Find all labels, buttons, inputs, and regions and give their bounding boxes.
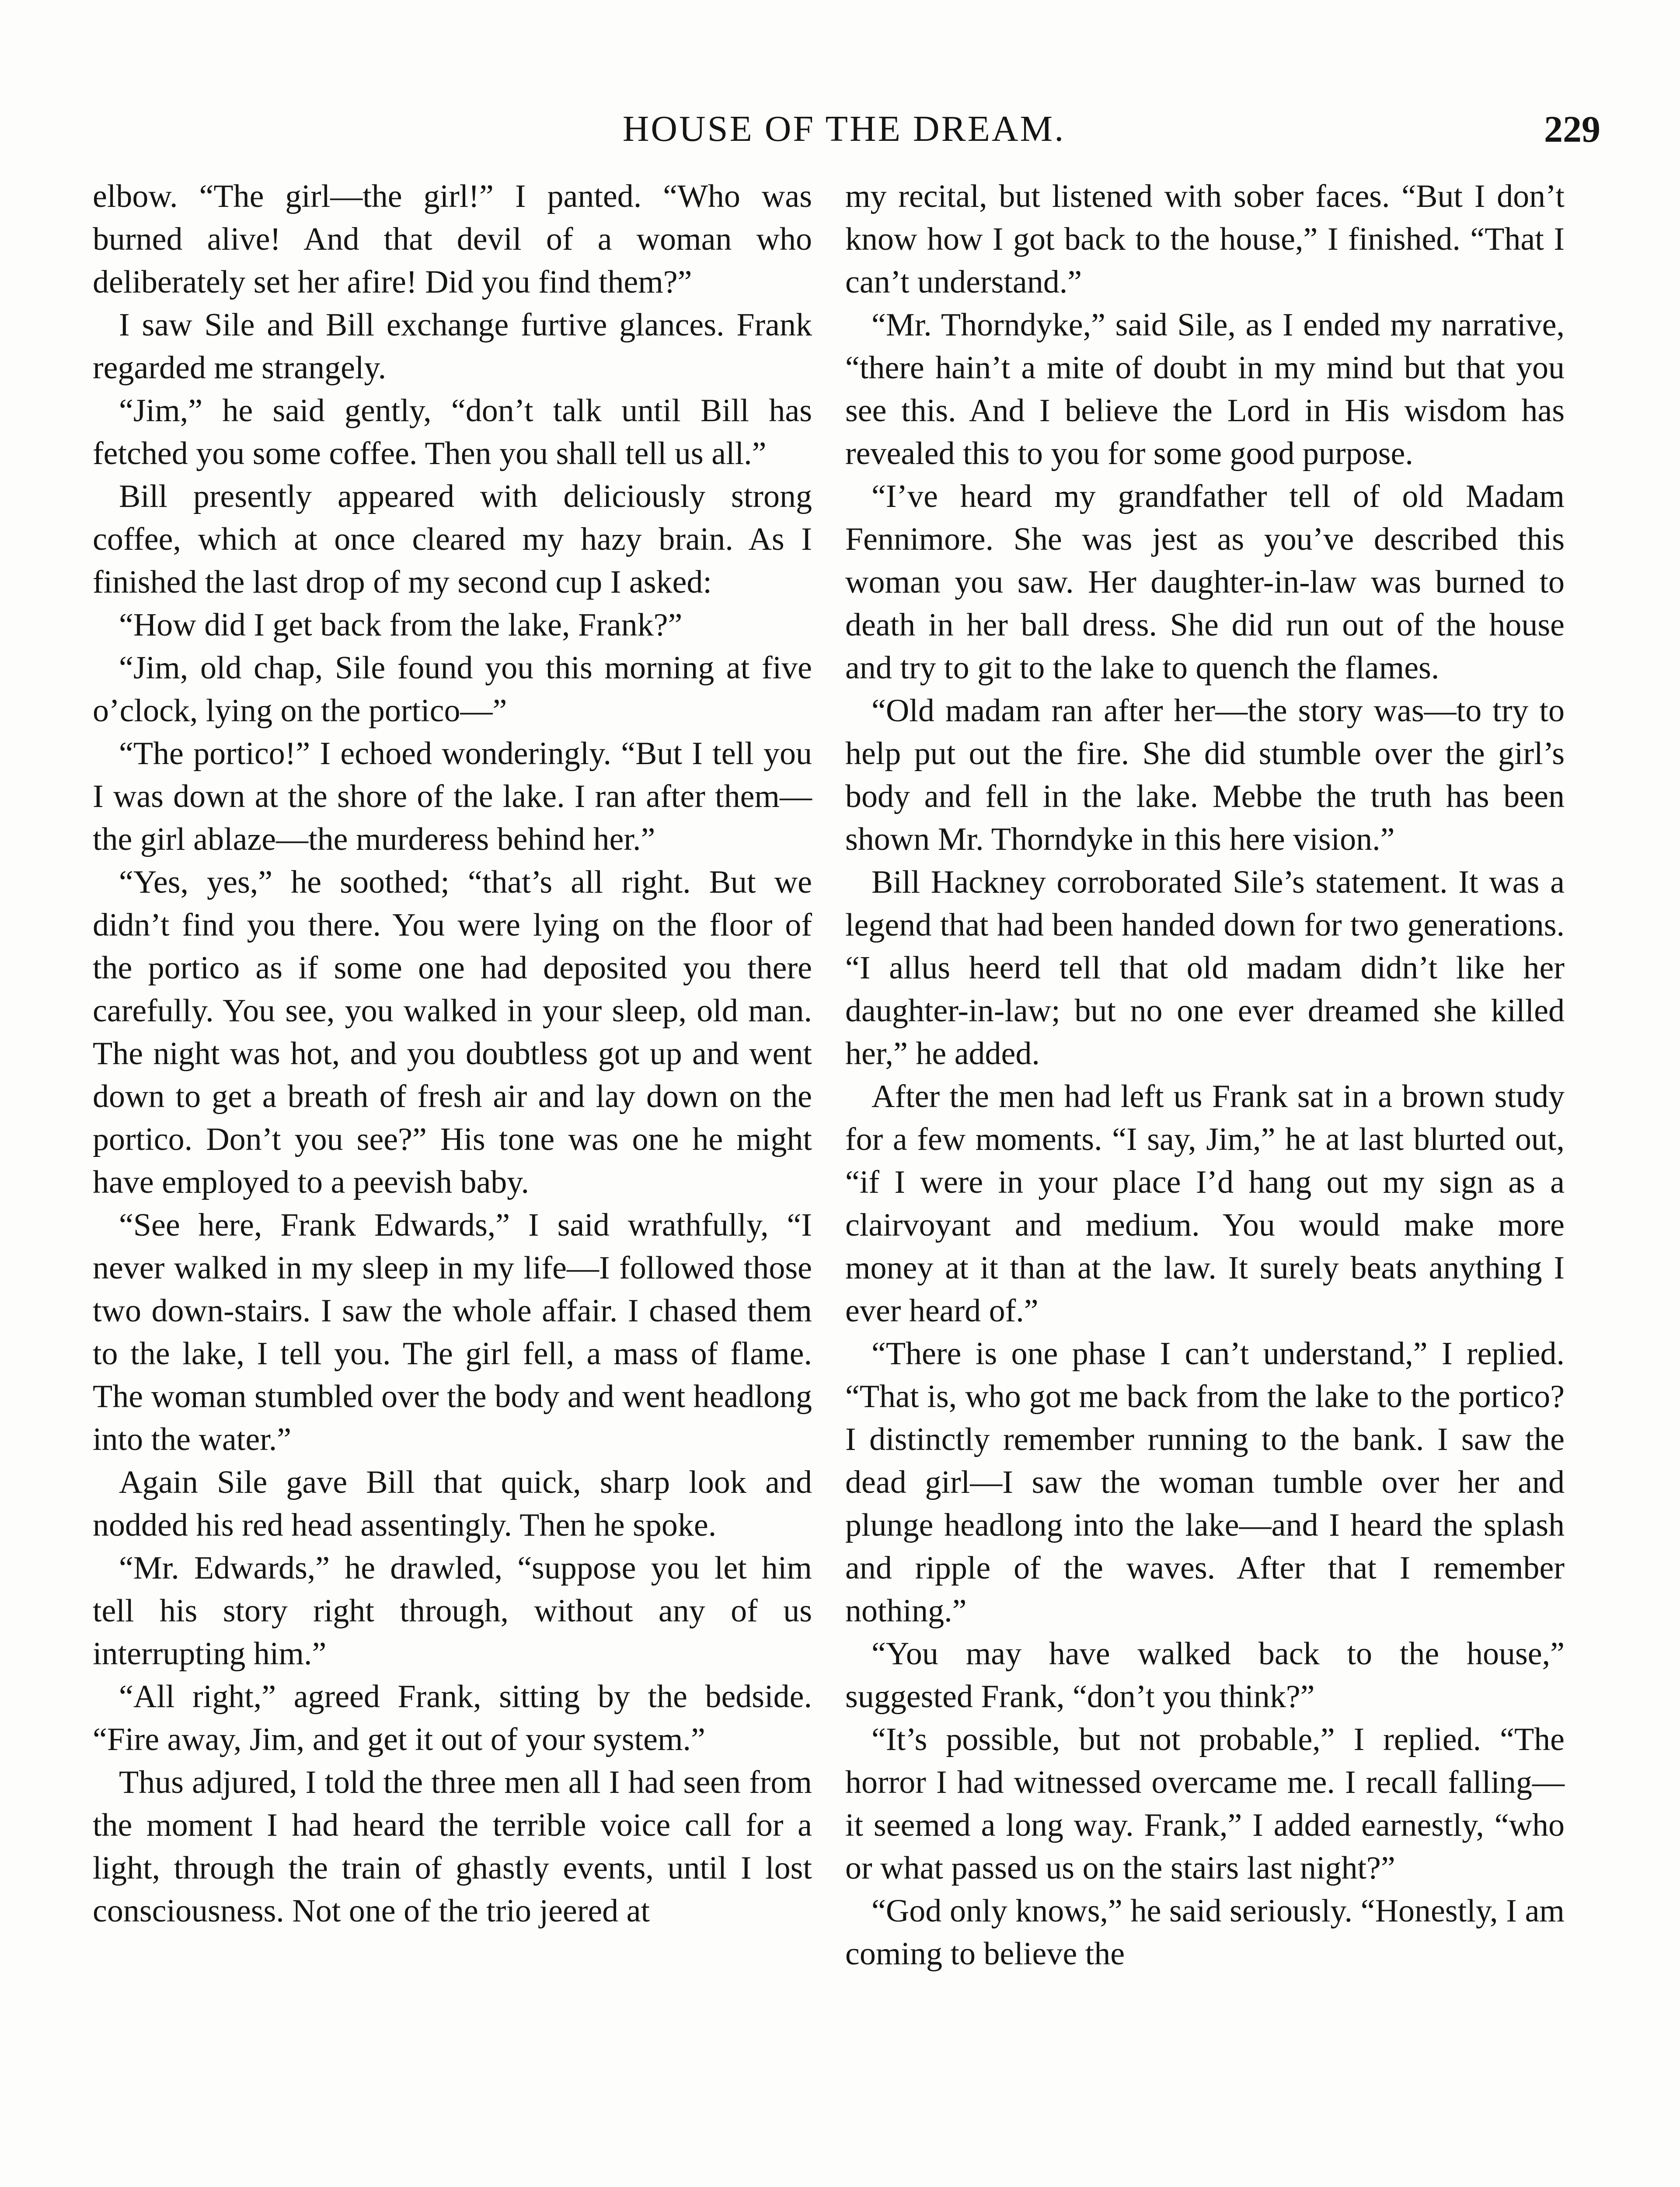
paragraph: “It’s possible, but not probable,” I replied. “The horror I had witnessed overcame me. I recall falling—it seemed a long way. Frank,” I added earnestly, “who or what passed us on the stairs last night?” [845, 1722, 1565, 1886]
running-head: HOUSE OF THE DREAM. [622, 108, 1066, 149]
paragraph: “God only knows,” he said seriously. “Honestly, I am coming to believe the [845, 1893, 1565, 1972]
paragraph: “How did I get back from the lake, Frank?” [119, 607, 683, 643]
paragraph: After the men had left us Frank sat in a brown study for a few moments. “I say, Jim,” he at last blurted out, “if I were in your place I’d hang out my sign as a clairvoyant and medium. You would make more money at it than at the law. It surely beats anything I ever heard of.” [845, 1079, 1565, 1329]
paragraph: “All right,” agreed Frank, sitting by the bedside. “Fire away, Jim, and get it out of your system.” [93, 1679, 812, 1757]
paragraph: Thus adjured, I told the three men all I had seen from the moment I had heard the terrible voice call for a light, through the train of ghastly events, until I lost consciousness. Not one of the trio jeered at [93, 1764, 812, 1929]
page-header [87, 103, 1600, 164]
paragraph: “I’ve heard my grandfather tell of old Madam Fennimore. She was jest as you’ve described this woman you saw. Her daughter-in-law was burned to death in her ball dress. She did run out of the house and try to git to the lake to quench the flames. [845, 479, 1565, 686]
paragraph: “Mr. Edwards,” he drawled, “suppose you let him tell his story right through, without any of us interrupting him.” [93, 1550, 812, 1672]
paragraph: “There is one phase I can’t understand,” I replied. “That is, who got me back from the lake to the portico? I distinctly remember running to the bank. I saw the dead girl—I saw the woman tumble over her and plunge headlong into the lake—and I heard the splash and ripple of the waves. After that I remember nothing.” [845, 1336, 1565, 1629]
paragraph: “Jim,” he said gently, “don’t talk until Bill has fetched you some coffee. Then you shall tell us all.” [93, 393, 812, 472]
page-number: 229 [1544, 108, 1600, 150]
paragraph: my recital, but listened with sober faces. “But I don’t know how I got back to the house,” I finished. “That I can’t understand.” [845, 178, 1565, 300]
paragraph: “The portico!” I echoed wonderingly. “But I tell you I was down at the shore of the lake. I ran after them—the girl ablaze—the murderess behind her.” [93, 736, 812, 857]
text-column-right [845, 175, 1565, 1975]
paragraph: elbow. “The girl—the girl!” I panted. “Who was burned alive! And that devil of a woman who deliberately set her afire! Did you find them?” [93, 178, 812, 300]
paragraph: Bill presently appeared with deliciously strong coffee, which at once cleared my hazy brain. As I finished the last drop of my second cup I asked: [93, 479, 812, 600]
paragraph: “See here, Frank Edwards,” I said wrathfully, “I never walked in my sleep in my life—I followed those two down-stairs. I saw the whole affair. I chased them to the lake, I tell you. The girl fell, a mass of flame. The woman stumbled over the body and went headlong into the water.” [93, 1207, 812, 1457]
paragraph: Bill Hackney corroborated Sile’s statement. It was a legend that had been handed down for two generations. “I allus heerd tell that old madam didn’t like her daughter-in-law; but no one ever dreamed she killed her,” he added. [845, 864, 1565, 1072]
paragraph: “You may have walked back to the house,” suggested Frank, “don’t you think?” [845, 1636, 1565, 1715]
paragraph: “Yes, yes,” he soothed; “that’s all right. But we didn’t find you there. You were lying on the floor of the portico as if some one had deposited you there carefully. You see, you walked in your sleep, old man. The night was hot, and you doubtless got up and went down to get a breath of fresh air and lay down on the portico. Don’t you see?” His tone was one he might have employed to a peevish baby. [93, 864, 812, 1200]
paragraph: Again Sile gave Bill that quick, sharp look and nodded his red head assentingly. Then he spoke. [93, 1464, 812, 1543]
paragraph: “Jim, old chap, Sile found you this morning at five o’clock, lying on the portico—” [93, 650, 812, 729]
paragraph: “Old madam ran after her—the story was—to try to help put out the fire. She did stumble over the girl’s body and fell in the lake. Mebbe the truth has been shown Mr. Thorndyke in this here vision.” [845, 693, 1565, 857]
paragraph: I saw Sile and Bill exchange furtive glances. Frank regarded me strangely. [93, 307, 812, 386]
text-column-left [93, 175, 812, 1932]
paragraph: “Mr. Thorndyke,” said Sile, as I ended my narrative, “there hain’t a mite of doubt in my mind but that you see this. And I believe the Lord in His wisdom has revealed this to you for some good purpose. [845, 307, 1565, 472]
